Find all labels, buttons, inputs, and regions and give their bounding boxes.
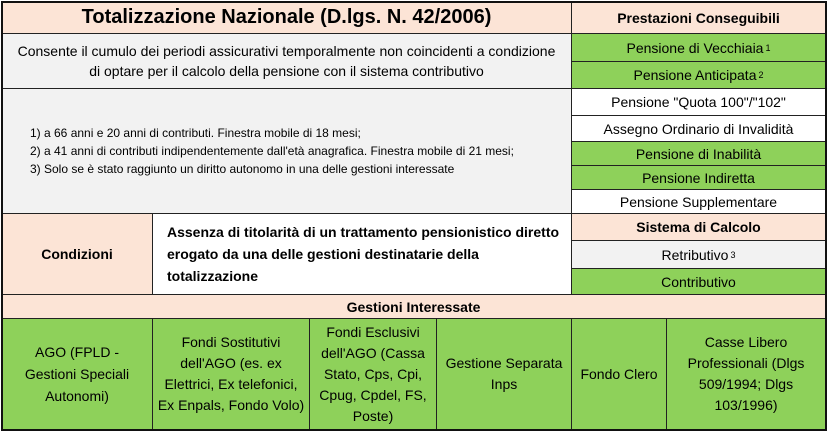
- gestioni-header: Gestioni Interessate: [2, 295, 826, 319]
- prestazione-supplementare: Pensione Supplementare: [572, 190, 826, 214]
- conditions-label: Condizioni: [2, 214, 153, 295]
- gestione-casse-libero-professionali: Casse Libero Professionali (Dlgs 509/1994; Dlgs 103/1996): [667, 319, 826, 430]
- prestazione-label: Pensione di Vecchiaia: [626, 39, 764, 56]
- calcolo-header: Sistema di Calcolo: [572, 214, 826, 241]
- prestazione-vecchiaia: Pensione di Vecchiaia 1: [572, 34, 826, 62]
- gestione-fondo-clero: Fondo Clero: [572, 319, 667, 430]
- calcolo-label: Retributivo: [661, 246, 729, 263]
- prestazione-anticipata: Pensione Anticipata 2: [572, 62, 826, 89]
- gestione-fondi-sostitutivi: Fondi Sostitutivi dell'AGO (es. ex Elettrici, Ex telefonici, Ex Enpals, Fondo Volo): [153, 319, 310, 430]
- prestazione-label: Pensione Anticipata: [633, 67, 757, 83]
- prestazione-indiretta: Pensione Indiretta: [572, 166, 826, 190]
- prestazioni-header: Prestazioni Conseguibili: [572, 2, 826, 34]
- prestazione-assegno-invalidita: Assegno Ordinario di Invalidità: [572, 116, 826, 142]
- rule-item: 3) Solo se è stato raggiunto un diritto autonomo in una delle gestioni interessate: [30, 162, 455, 176]
- prestazione-inabilita: Pensione di Inabilità: [572, 142, 826, 166]
- gestione-ago: AGO (FPLD - Gestioni Speciali Autonomi): [2, 319, 153, 430]
- description-cell: Consente il cumulo dei periodi assicurativi temporalmente non coincidenti a condizione di optare per il calcolo della pensione con il sistema contributivo: [2, 34, 572, 89]
- conditions-text: Assenza di titolarità di un trattamento pensionistico diretto erogato da una delle gestioni destinatarie della totalizzazione: [153, 214, 572, 295]
- prestazione-quota: Pensione "Quota 100"/"102": [572, 89, 826, 116]
- gestione-fondi-esclusivi: Fondi Esclusivi dell'AGO (Cassa Stato, Cps, Cpi, Cpug, Cpdel, FS, Poste): [310, 319, 437, 430]
- rule-item: 2) a 41 anni di contributi indipendentemente dall'età anagrafica. Finestra mobile di 21 mesi;: [30, 144, 514, 158]
- rule-item: 1) a 66 anni e 20 anni di contributi. Finestra mobile di 18 mesi;: [30, 126, 361, 140]
- gestione-separata-inps: Gestione Separata Inps: [437, 319, 572, 430]
- calcolo-contributivo: Contributivo: [572, 269, 826, 295]
- rules-cell: [2, 89, 572, 214]
- calcolo-retributivo: Retributivo 3: [572, 241, 826, 269]
- table-title: Totalizzazione Nazionale (D.lgs. N. 42/2006): [2, 2, 572, 34]
